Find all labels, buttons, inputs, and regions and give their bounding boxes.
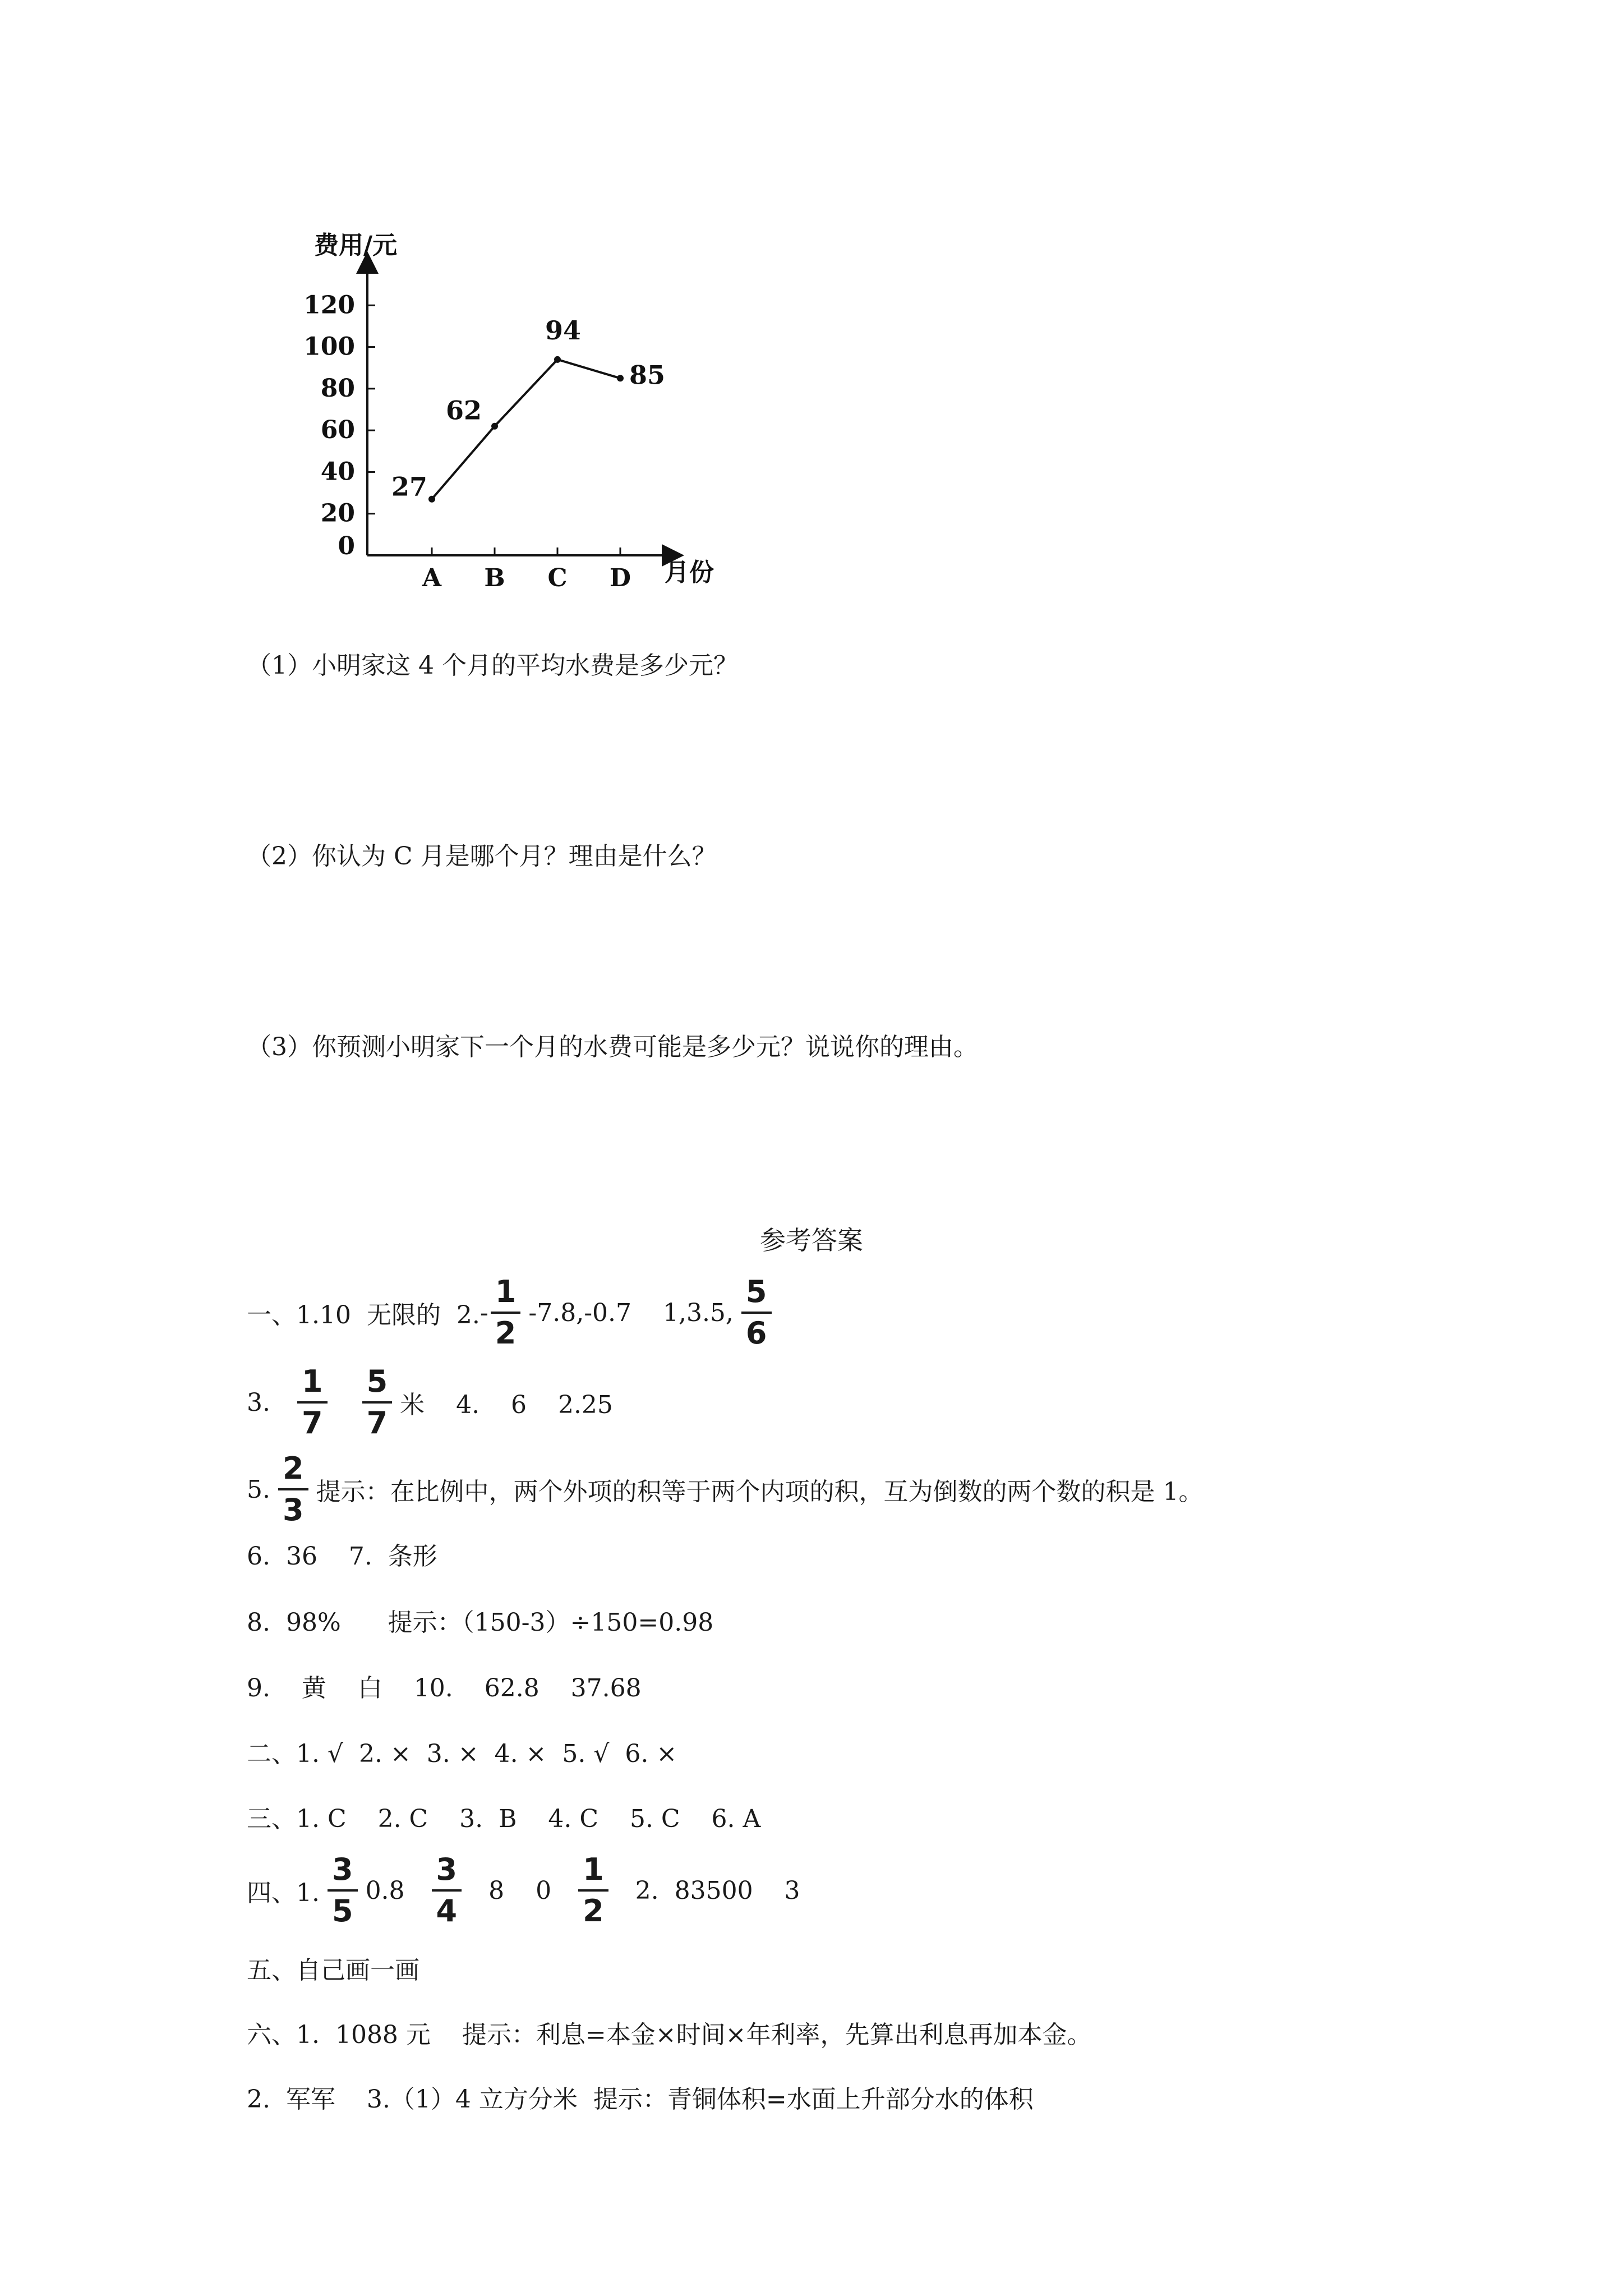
answer-text: 8 0 [488,1876,552,1905]
fraction: $\frac{5}{7}$ [362,1366,393,1438]
answer-line-7: 二、1. √ 2. × 3. × 4. × 5. √ 6. × [247,1740,677,1768]
x-tick-label: A [422,564,442,592]
data-label: 27 [391,471,428,502]
answer-line-9 [247,1848,800,1932]
question-1: （1）小明家这 4 个月的平均水费是多少元？ [247,651,738,680]
y-tick-label: 0 [338,532,355,560]
y-tick-label: 60 [320,416,355,445]
question-2: （2）你认为 C 月是哪个月？理由是什么？ [247,842,717,871]
y-tick-label: 100 [303,332,355,361]
minus-sign: - [479,1298,488,1327]
y-ticks [303,291,375,560]
fraction: $\frac{1}{2}$ [578,1855,608,1926]
fraction: $\frac{3}{4}$ [432,1855,462,1926]
fraction: $\frac{1}{2}$ [491,1277,521,1349]
fraction: $\frac{2}{3}$ [278,1453,308,1525]
answer-text: 米 4. 6 2.25 [400,1391,613,1419]
answer-line-1 [247,1271,780,1355]
data-points [391,315,665,503]
answer-text: -7.8,-0.7 1,3.5, [528,1298,734,1327]
data-point [617,375,624,381]
answer-line-4: 6. 36 7. 条形 [247,1542,437,1571]
data-point [428,496,435,503]
fraction: $\frac{1}{7}$ [297,1366,328,1438]
answer-text: 提示：在比例中，两个外项的积等于两个内项的积，互为倒数的两个数的积是 1。 [316,1478,1204,1506]
y-axis-label: 费用/元 [314,231,398,260]
answer-line-5: 8. 98% 提示：（150-3）÷150=0.98 [247,1608,714,1637]
answer-line-6: 9. 黄 白 10. 62.8 37.68 [247,1674,642,1703]
answer-text: 一、1.10 无限的 2. [247,1301,480,1329]
water-fee-line-chart [280,213,757,606]
y-tick-label: 20 [320,499,355,528]
fraction: $\frac{5}{6}$ [741,1277,772,1349]
answer-line-11: 六、1. 1088 元 提示：利息=本金×时间×年利率，先算出利息再加本金。 [247,2021,1092,2049]
answer-line-8: 三、1. C 2. C 3. B 4. C 5. C 6. A [247,1805,761,1833]
answer-text: 5. [247,1475,270,1504]
answer-title: 参考答案 [760,1225,863,1255]
answer-text: 3. [247,1388,270,1417]
x-axis-label: 月份 [665,558,714,587]
answer-text: 四、1. [247,1879,320,1907]
x-tick-label: D [609,564,631,592]
answer-text: 2. 83500 3 [635,1876,800,1905]
answer-line-2 [247,1360,613,1444]
x-tick-label: B [484,564,505,592]
data-label: 85 [629,360,666,390]
question-3: （3）你预测小明家下一个月的水费可能是多少元？说说你的理由。 [247,1033,978,1061]
series-line [432,360,620,499]
answer-line-3 [247,1447,1204,1531]
data-point [554,356,561,363]
data-point [491,423,498,430]
x-tick-label: C [547,564,568,592]
fraction: $\frac{3}{5}$ [328,1855,358,1926]
y-tick-label: 40 [320,457,355,486]
y-tick-label: 120 [303,291,355,320]
data-label: 94 [545,315,582,346]
data-label: 62 [445,395,482,426]
y-tick-label: 80 [320,374,355,403]
answer-text: 0.8 [365,1876,405,1905]
answer-line-12: 2. 军军 3.（1）4 立方分米 提示：青铜体积=水面上升部分水的体积 [247,2085,1034,2114]
answer-line-10: 五、自己画一画 [247,1956,419,1985]
